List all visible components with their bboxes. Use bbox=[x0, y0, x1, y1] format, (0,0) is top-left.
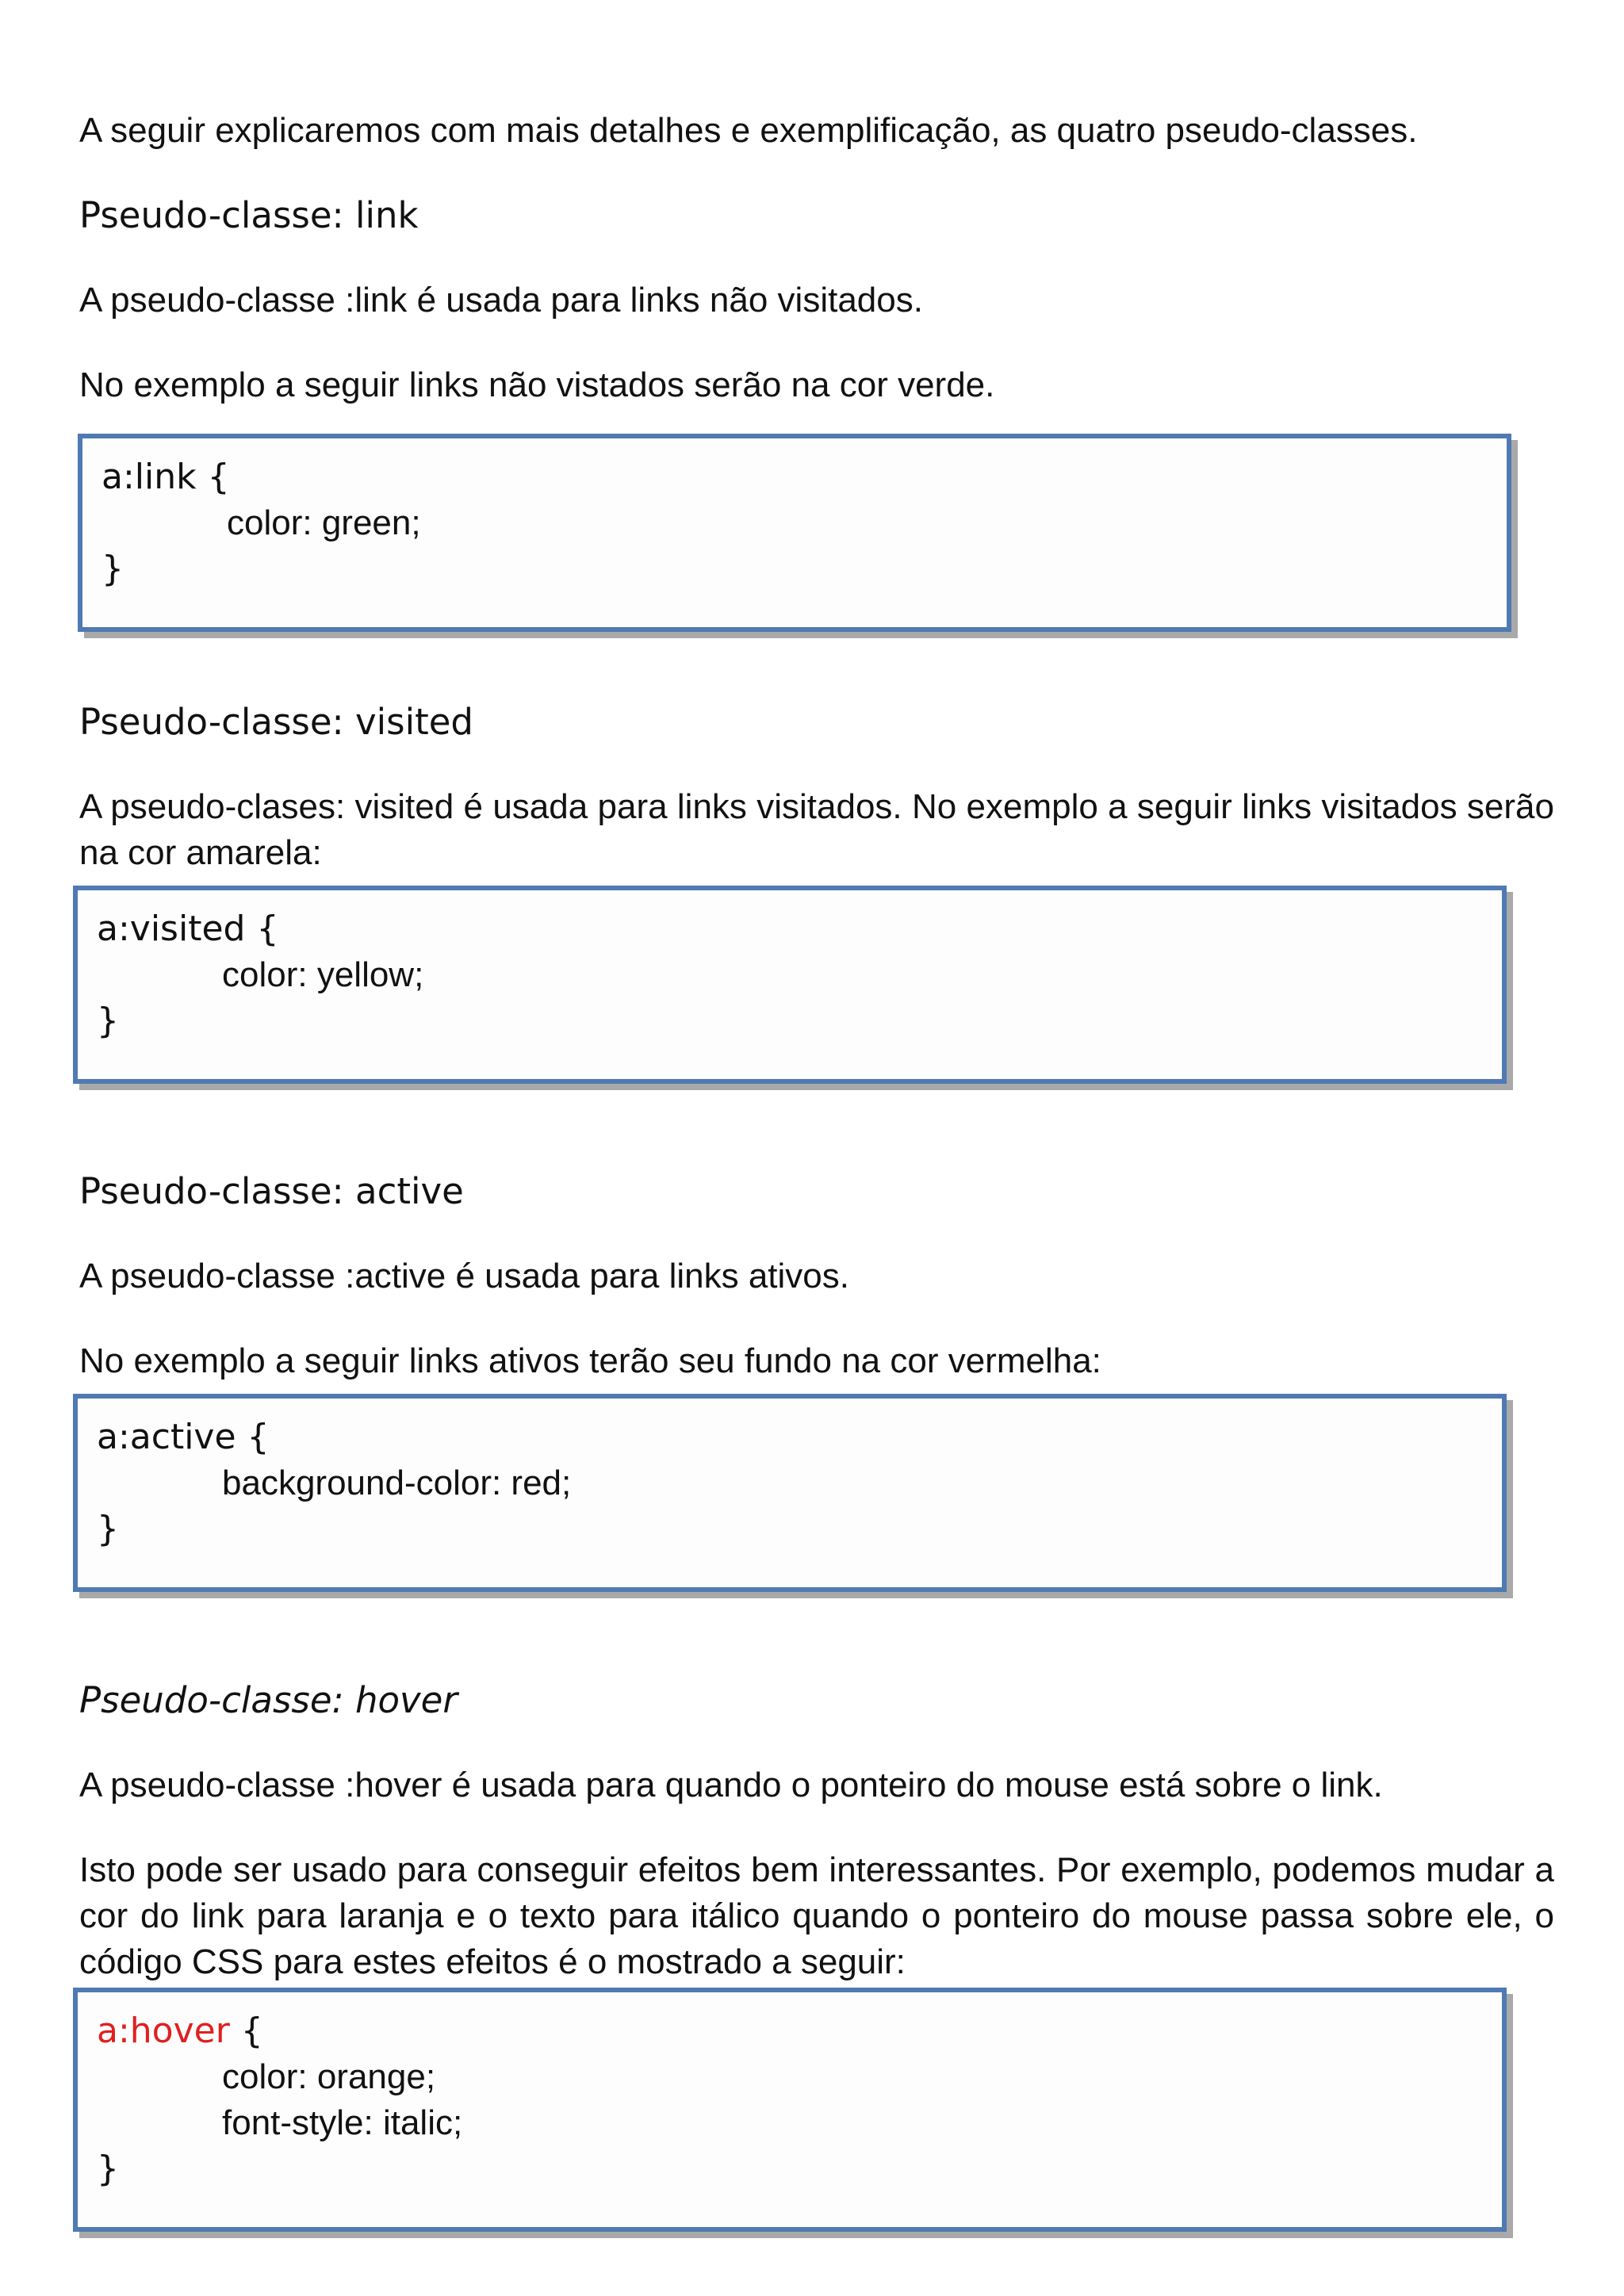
visited-description: A pseudo-clases: visited é usada para links visitados. No exemplo a seguir links visitados serão na cor amarela: bbox=[79, 787, 1554, 872]
code-brace-close: } bbox=[102, 549, 124, 589]
link-description: A pseudo-classe :link é usada para links não visitados. bbox=[79, 281, 923, 320]
code-box-hover bbox=[73, 1988, 1507, 2232]
active-description: A pseudo-classe :active é usada para links ativos. bbox=[79, 1257, 849, 1295]
code-brace-open: { bbox=[245, 909, 279, 949]
heading-hover: Pseudo-classe: hover bbox=[79, 1679, 458, 1721]
heading-link: Pseudo-classe: link bbox=[79, 194, 419, 236]
code-line bbox=[97, 1414, 270, 1460]
code-property: color: orange; bbox=[222, 2057, 436, 2096]
code-brace-close: } bbox=[97, 1001, 119, 1041]
link-example-intro: No exemplo a seguir links não vistados serão na cor verde. bbox=[79, 365, 995, 404]
code-box-visited bbox=[73, 886, 1507, 1084]
hover-description: A pseudo-classe :hover é usada para quando o ponteiro do mouse está sobre o link. bbox=[79, 1766, 1383, 1804]
code-brace-close: } bbox=[97, 1509, 119, 1549]
heading-visited: Pseudo-classe: visited bbox=[79, 701, 473, 743]
code-box-link bbox=[78, 434, 1511, 632]
heading-active: Pseudo-classe: active bbox=[79, 1170, 464, 1212]
code-brace-open: { bbox=[196, 457, 230, 497]
code-line bbox=[97, 906, 278, 952]
code-selector: a:link bbox=[102, 457, 197, 497]
code-line bbox=[97, 2008, 263, 2054]
code-brace-close: } bbox=[97, 2149, 119, 2189]
code-brace-open: { bbox=[229, 2011, 263, 2051]
code-property: color: yellow; bbox=[222, 955, 424, 994]
code-selector: a:hover bbox=[97, 2011, 230, 2051]
intro-paragraph: A seguir explicaremos com mais detalhes e exemplificação, as quatro pseudo-classes. bbox=[79, 111, 1418, 150]
code-property: color: green; bbox=[227, 503, 421, 542]
code-box-active bbox=[73, 1394, 1507, 1592]
code-property: font-style: italic; bbox=[222, 2103, 463, 2142]
code-property: background-color: red; bbox=[222, 1464, 572, 1502]
code-line bbox=[102, 454, 230, 500]
hover-example-intro: Isto pode ser usado para conseguir efeitos bem interessantes. Por exemplo, podemos mudar a cor do link para laranja e o texto para itálico quando o ponteiro do mouse passa sobre ele, o código CSS para estes efeitos é o mostrado a seguir: bbox=[79, 1850, 1554, 1981]
code-selector: a:visited bbox=[97, 909, 246, 949]
code-selector: a:active bbox=[97, 1417, 236, 1457]
active-example-intro: No exemplo a seguir links ativos terão seu fundo na cor vermelha: bbox=[79, 1341, 1101, 1380]
code-brace-open: { bbox=[236, 1417, 270, 1457]
